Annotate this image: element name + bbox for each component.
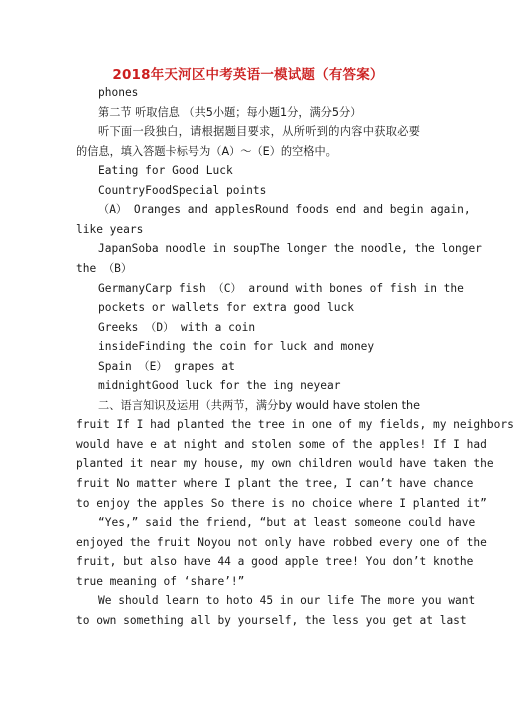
text-line: JapanSoba noodle in soupThe longer the noodle, the longer <box>98 242 482 256</box>
text-line: midnightGood luck for the ing neyear <box>98 379 341 393</box>
text-line: enjoyed the fruit Noyou not only have robbed every one of the <box>76 535 487 549</box>
text-line: the （B） <box>76 262 133 275</box>
text-line: like years <box>76 222 144 236</box>
text-line: pockets or wallets for extra good luck <box>98 301 354 315</box>
text-line: would have e at night and stolen some of the apples! If I had <box>76 437 487 451</box>
text-line: 的信息，填入答题卡标号为（A）～（E）的空格中。 <box>76 144 337 158</box>
text-line: CountryFoodSpecial points <box>98 183 267 197</box>
text-line: fruit If I had planted the tree in one of my fields, my neighbors <box>76 418 514 432</box>
text-line: to own something all by yourself, the less you get at last <box>76 613 467 627</box>
text-line: fruit, but also have 44 a good apple tree! You don’t knothe <box>76 555 474 569</box>
text-line: fruit No matter where I plant the tree, I can’t have chance <box>76 477 474 490</box>
text-line: “Yes,” said the friend, “but at least someone could have <box>98 516 476 530</box>
text-line: to enjoy the apples So there is no choice where I planted it” <box>76 496 487 510</box>
text-line: （A） Oranges and applesRound foods end and begin again, <box>98 203 471 217</box>
text-line: phones <box>98 86 139 99</box>
text-line: 二、语言知识及运用（共两节，满分by would have stolen the <box>98 398 420 412</box>
text-line: Greeks （D） with a coin <box>98 320 256 334</box>
text-line: GermanyCarp fish （C） around with bones of fish in the <box>98 281 464 295</box>
text-line: planted it near my house, my own children would have taken the <box>76 457 494 471</box>
text-line: Spain （E） grapes at <box>98 359 235 373</box>
document-title: 2018年天河区中考英语一模试题（有答案） <box>112 67 384 83</box>
text-line: insideFinding the coin for luck and money <box>98 340 375 354</box>
text-line: We should learn to hoto 45 in our life The more you want <box>98 594 476 608</box>
text-line: Eating for Good Luck <box>98 164 233 178</box>
text-line: true meaning of ‘share’!” <box>76 574 245 588</box>
text-line: 听下面一段独白，请根据题目要求，从所听到的内容中获取必要 <box>98 125 420 139</box>
text-line: 第二节 听取信息 （共5小题；每小题1分，满分5分） <box>98 105 362 119</box>
